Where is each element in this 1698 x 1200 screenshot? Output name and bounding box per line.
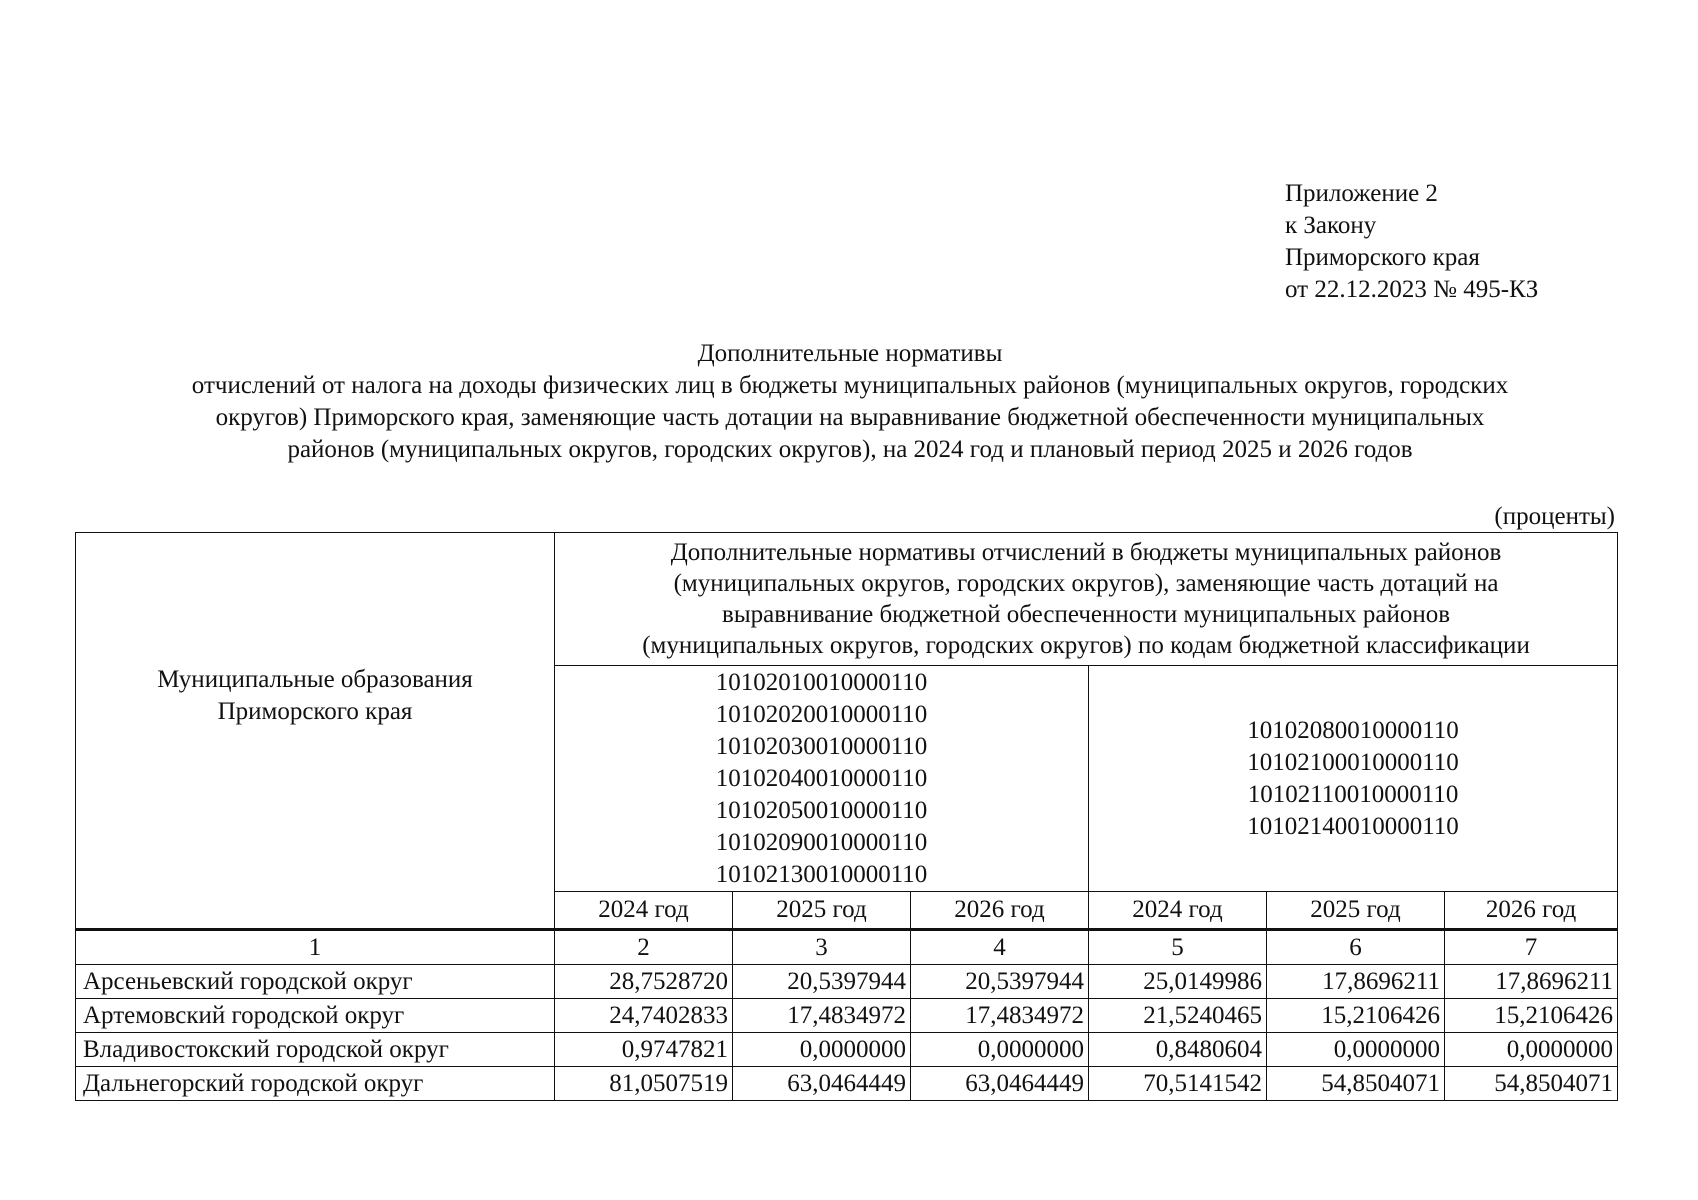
norm-value: 0,8480604 xyxy=(1089,1033,1267,1067)
column-number: 7 xyxy=(1445,930,1618,965)
column-number-row xyxy=(76,930,1618,965)
column-number: 2 xyxy=(555,930,733,965)
norms-table xyxy=(75,532,1618,1101)
budget-code: 10102080010000110 xyxy=(1247,716,1459,744)
norm-value: 0,0000000 xyxy=(1445,1033,1618,1067)
norm-value: 63,0464449 xyxy=(911,1067,1089,1101)
municipality-header xyxy=(76,533,555,930)
norm-value: 20,5397944 xyxy=(733,965,911,999)
norm-value: 20,5397944 xyxy=(911,965,1089,999)
appendix-line: к Закону xyxy=(1285,212,1377,239)
municipality-name: Артемовский городской округ xyxy=(76,999,555,1033)
title-line: Дополнительные нормативы xyxy=(697,340,1003,367)
year-header: 2025 год xyxy=(733,892,911,930)
table-row xyxy=(76,965,1618,999)
column-number: 5 xyxy=(1089,930,1267,965)
norm-value: 81,0507519 xyxy=(555,1067,733,1101)
budget-code: 10102090010000110 xyxy=(715,828,928,856)
year-header: 2025 год xyxy=(1267,892,1445,930)
codes-group-2 xyxy=(1089,666,1618,892)
norm-value: 63,0464449 xyxy=(733,1067,911,1101)
group-header xyxy=(555,533,1618,666)
municipality-name: Дальнегорский городской округ xyxy=(76,1067,555,1101)
column-number: 1 xyxy=(76,930,555,965)
budget-code: 10102130010000110 xyxy=(715,860,928,888)
header-line: Муниципальные образования xyxy=(157,665,473,693)
norm-value: 0,9747821 xyxy=(555,1033,733,1067)
table-row xyxy=(76,999,1618,1033)
header-line: (муниципальных округов, городских округов) по кодам бюджетной классификации xyxy=(642,632,1530,659)
title-line: округов) Приморского края, заменяющие часть дотации на выравнивание бюджетной обеспеченности муниципальных xyxy=(215,404,1485,431)
norm-value: 0,0000000 xyxy=(733,1033,911,1067)
budget-code: 10102140010000110 xyxy=(1247,812,1459,840)
norm-value: 15,2106426 xyxy=(1267,999,1445,1033)
title-line: районов (муниципальных округов, городских округов), на 2024 год и плановый период 2025 и 2026 годов xyxy=(287,436,1413,463)
codes-group-1 xyxy=(555,666,1089,892)
table-row xyxy=(76,1033,1618,1067)
title-line: отчислений от налога на доходы физических лиц в бюджеты муниципальных районов (муниципальных округов, городских xyxy=(191,372,1509,399)
norm-value: 0,0000000 xyxy=(911,1033,1089,1067)
norm-value: 15,2106426 xyxy=(1445,999,1618,1033)
year-header: 2026 год xyxy=(911,892,1089,930)
header-line: выравнивание бюджетной обеспеченности муниципальных районов xyxy=(722,601,1451,628)
norm-value: 54,8504071 xyxy=(1445,1067,1618,1101)
norm-value: 54,8504071 xyxy=(1267,1067,1445,1101)
header-line: (муниципальных округов, городских округов), заменяющие часть дотаций на xyxy=(673,570,1499,597)
header-line: Дополнительные нормативы отчислений в бюджеты муниципальных районов xyxy=(670,539,1502,566)
municipality-name: Владивостокский городской округ xyxy=(76,1033,555,1067)
norm-value: 17,4834972 xyxy=(911,999,1089,1033)
budget-code: 10102100010000110 xyxy=(1247,748,1459,776)
appendix-line: Приморского края xyxy=(1285,244,1480,271)
column-number: 4 xyxy=(911,930,1089,965)
budget-code: 10102030010000110 xyxy=(715,732,928,760)
norm-value: 21,5240465 xyxy=(1089,999,1267,1033)
appendix-line: от 22.12.2023 № 495-КЗ xyxy=(1285,276,1539,303)
year-header: 2024 год xyxy=(555,892,733,930)
norm-value: 24,7402833 xyxy=(555,999,733,1033)
document-title xyxy=(80,338,1620,466)
budget-code: 10102010010000110 xyxy=(715,668,928,696)
budget-code: 10102040010000110 xyxy=(715,764,928,792)
norm-value: 70,5141542 xyxy=(1089,1067,1267,1101)
year-header: 2024 год xyxy=(1089,892,1267,930)
year-header: 2026 год xyxy=(1445,892,1618,930)
norm-value: 17,8696211 xyxy=(1267,965,1445,999)
budget-code: 10102050010000110 xyxy=(715,796,928,824)
norm-value: 0,0000000 xyxy=(1267,1033,1445,1067)
norm-value: 28,7528720 xyxy=(555,965,733,999)
norm-value: 17,8696211 xyxy=(1445,965,1618,999)
budget-code: 10102110010000110 xyxy=(1247,780,1459,808)
municipality-name: Арсеньевский городской округ xyxy=(76,965,555,999)
table-row xyxy=(76,1067,1618,1101)
column-number: 3 xyxy=(733,930,911,965)
appendix-line: Приложение 2 xyxy=(1285,180,1438,207)
norm-value: 25,0149986 xyxy=(1089,965,1267,999)
column-number: 6 xyxy=(1267,930,1445,965)
units-label: (проценты) xyxy=(1494,503,1615,530)
appendix-reference xyxy=(1285,178,1538,306)
header-line: Приморского края xyxy=(217,697,413,725)
budget-code: 10102020010000110 xyxy=(715,700,928,728)
norm-value: 17,4834972 xyxy=(733,999,911,1033)
